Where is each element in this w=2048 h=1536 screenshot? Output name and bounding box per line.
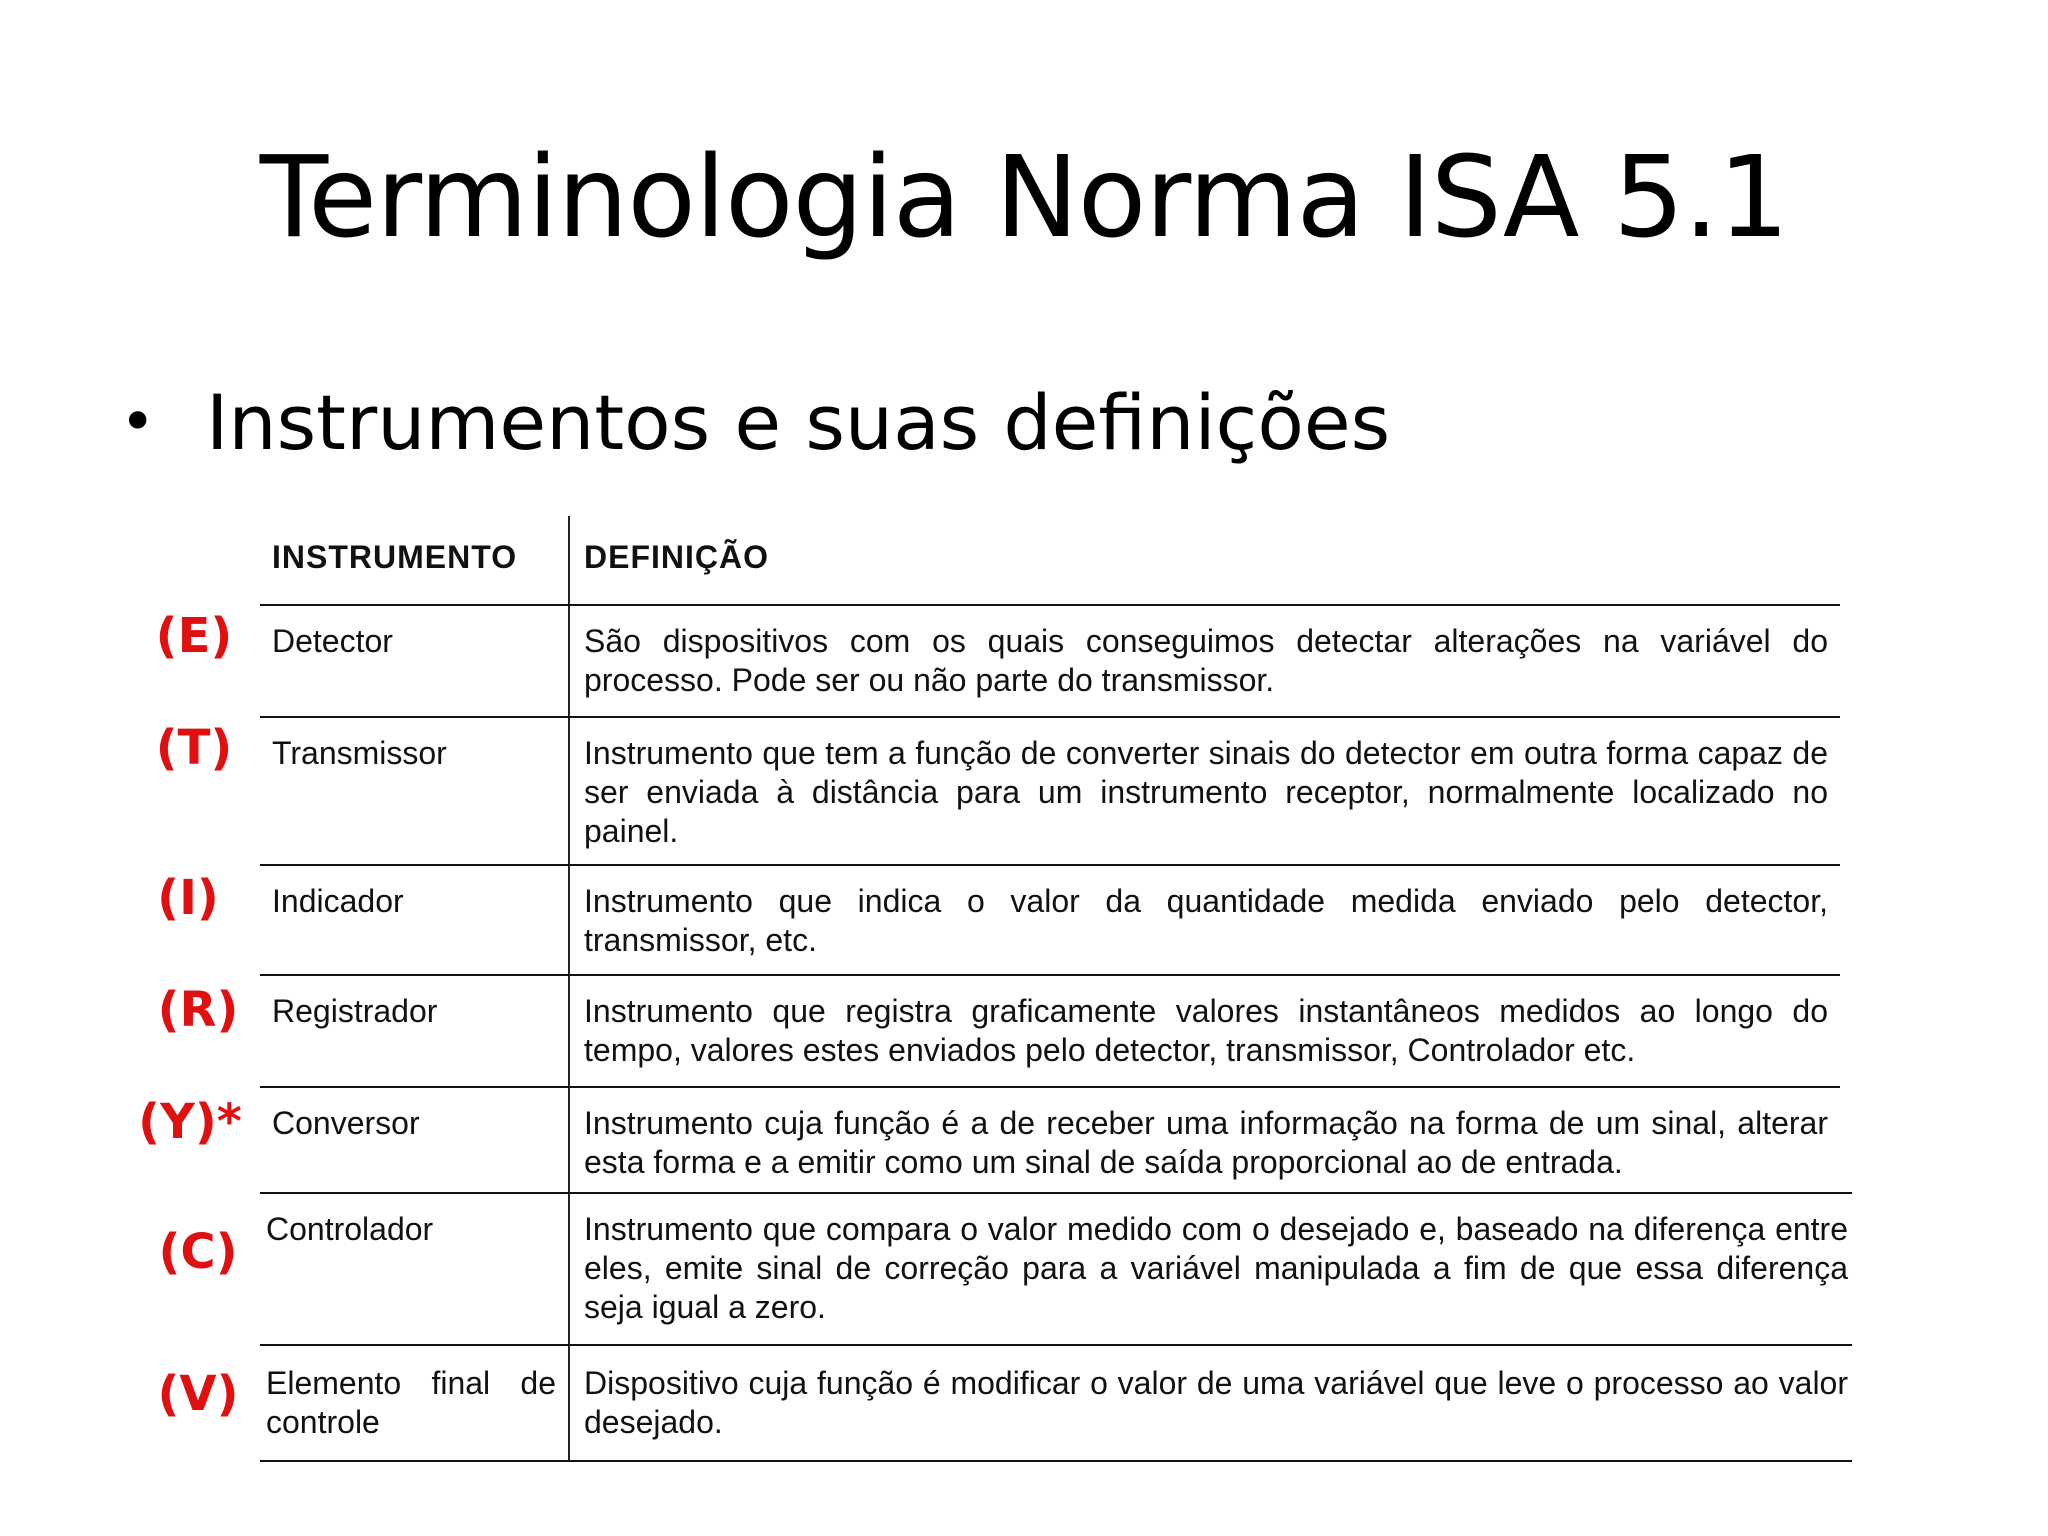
instrument-code: (V) bbox=[157, 1366, 239, 1422]
instrument-definition: Dispositivo cuja função é modificar o valor de uma variável que leve o processo ao valor desejado. bbox=[584, 1365, 1848, 1440]
instrument-definition: São dispositivos com os quais conseguimos detectar alterações na variável do processo. Pode ser ou não parte do transmissor. bbox=[584, 623, 1828, 698]
row-divider bbox=[260, 1344, 1852, 1346]
instrument-code: (E) bbox=[155, 608, 233, 664]
row-divider bbox=[260, 1086, 1840, 1088]
slide-title: Terminologia Norma ISA 5.1 bbox=[259, 133, 1789, 263]
instrument-name: Controlador bbox=[266, 1211, 434, 1247]
instrument-definition: Instrumento que compara o valor medido com o desejado e, baseado na diferença entre eles, emite sinal de correção para a variável manipulada a fim de que essa diferença seja igual a zero. bbox=[584, 1211, 1848, 1325]
instrument-name: Indicador bbox=[272, 883, 404, 919]
row-divider bbox=[260, 604, 1840, 606]
row-divider bbox=[260, 716, 1840, 718]
row-divider bbox=[260, 974, 1840, 976]
row-divider bbox=[260, 1460, 1852, 1462]
instrument-definition: Instrumento que registra graficamente valores instantâneos medidos ao longo do tempo, valores estes enviados pelo detector, transmissor, Controlador etc. bbox=[584, 993, 1828, 1068]
bullet-item bbox=[120, 372, 1390, 472]
instrument-code: (T) bbox=[155, 720, 233, 776]
instrument-code: (I) bbox=[157, 870, 219, 926]
header-instrument: INSTRUMENTO bbox=[272, 539, 518, 575]
instrument-definition: Instrumento cuja função é a de receber uma informação na forma de um sinal, alterar esta forma e a emitir como um sinal de saída proporcional ao de entrada. bbox=[584, 1105, 1828, 1180]
instrument-name: Elemento final de controle bbox=[266, 1365, 556, 1440]
instrument-definition: Instrumento que indica o valor da quantidade medida enviado pelo detector, transmissor, etc. bbox=[584, 883, 1828, 958]
row-divider bbox=[260, 1192, 1852, 1194]
instrument-name: Detector bbox=[272, 623, 393, 659]
bullet-text: Instrumentos e suas definições bbox=[206, 377, 1391, 467]
header-definition: DEFINIÇÃO bbox=[584, 539, 769, 575]
column-divider bbox=[568, 516, 570, 1460]
instrument-code: (C) bbox=[158, 1224, 238, 1280]
instrument-name: Conversor bbox=[272, 1105, 420, 1141]
instrument-name: Registrador bbox=[272, 993, 438, 1029]
instrument-name: Transmissor bbox=[272, 735, 447, 771]
instrument-code: (Y)* bbox=[138, 1094, 242, 1150]
bullet-dot-icon: • bbox=[120, 387, 156, 457]
instrument-definition: Instrumento que tem a função de converter sinais do detector em outra forma capaz de ser enviada à distância para um instrumento receptor, normalmente localizado no painel. bbox=[584, 735, 1828, 849]
row-divider bbox=[260, 864, 1840, 866]
instrument-code: (R) bbox=[157, 982, 239, 1038]
